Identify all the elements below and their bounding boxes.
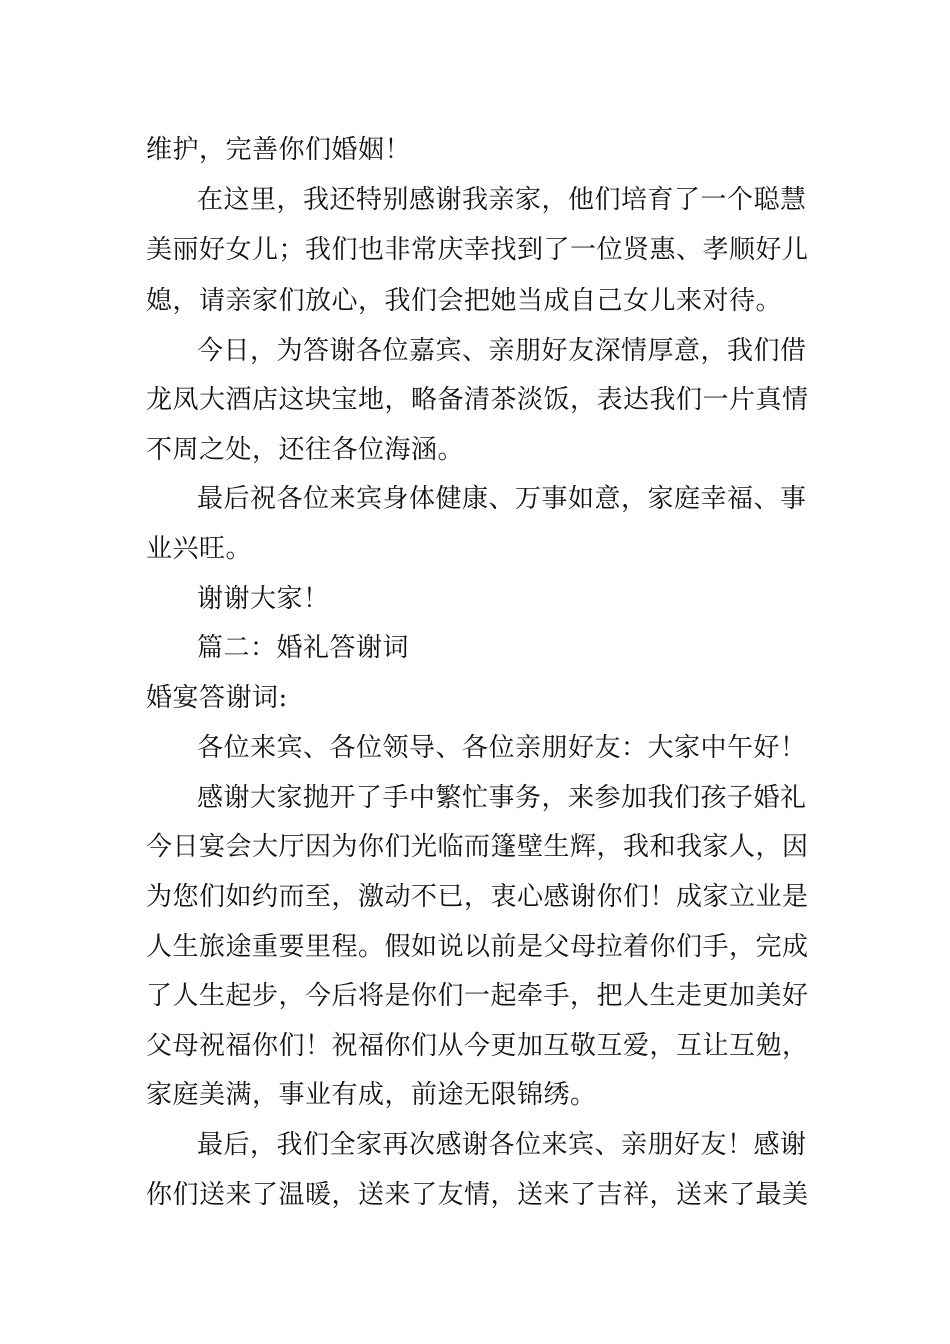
text-line: 业兴旺。 xyxy=(146,534,253,564)
text-line: 父母祝福你们！祝福你们从今更加互敬互爱，互让互勉， xyxy=(146,1031,809,1061)
text-line: 各位来宾、各位领导、各位亲朋好友：大家中午好！ xyxy=(197,733,807,763)
text-line: 人生旅途重要里程。假如说以前是父母拉着你们手，完成 xyxy=(146,932,809,962)
text-line: 不周之处，还往各位海涵。 xyxy=(146,435,465,465)
text-line: 美丽好女儿；我们也非常庆幸找到了一位贤惠、孝顺好儿 xyxy=(146,235,809,265)
text-line: 最后，我们全家再次感谢各位来宾、亲朋好友！感谢 xyxy=(197,1130,807,1160)
text-line: 你们送来了温暖，送来了友情，送来了吉祥，送来了最美 xyxy=(146,1180,809,1210)
text-line: 在这里，我还特别感谢我亲家，他们培育了一个聪慧 xyxy=(197,185,807,215)
text-line: 感谢大家抛开了手中繁忙事务，来参加我们孩子婚礼 xyxy=(197,783,807,813)
text-line: 今日，为答谢各位嘉宾、亲朋好友深情厚意，我们借 xyxy=(197,336,807,366)
text-line: 媳，请亲家们放心，我们会把她当成自己女儿来对待。 xyxy=(146,286,783,316)
section-heading: 篇二：婚礼答谢词 xyxy=(197,633,410,663)
text-line: 最后祝各位来宾身体健康、万事如意，家庭幸福、事 xyxy=(197,484,807,514)
text-line: 为您们如约而至，激动不已，衷心感谢你们！成家立业是 xyxy=(146,882,809,912)
text-line: 家庭美满，事业有成，前途无限锦绣。 xyxy=(146,1080,597,1110)
text-line: 了人生起步，今后将是你们一起牵手，把人生走更加美好 xyxy=(146,981,809,1011)
text-line: 今日宴会大厅因为你们光临而篷壁生辉，我和我家人，因 xyxy=(146,832,809,862)
subheading: 婚宴答谢词: xyxy=(146,683,288,713)
text-line: 谢谢大家！ xyxy=(197,584,330,614)
text-line: 龙凤大酒店这块宝地，略备清茶淡饭，表达我们一片真情 xyxy=(146,385,809,415)
text-line: 维护，完善你们婚姻！ xyxy=(146,135,412,165)
